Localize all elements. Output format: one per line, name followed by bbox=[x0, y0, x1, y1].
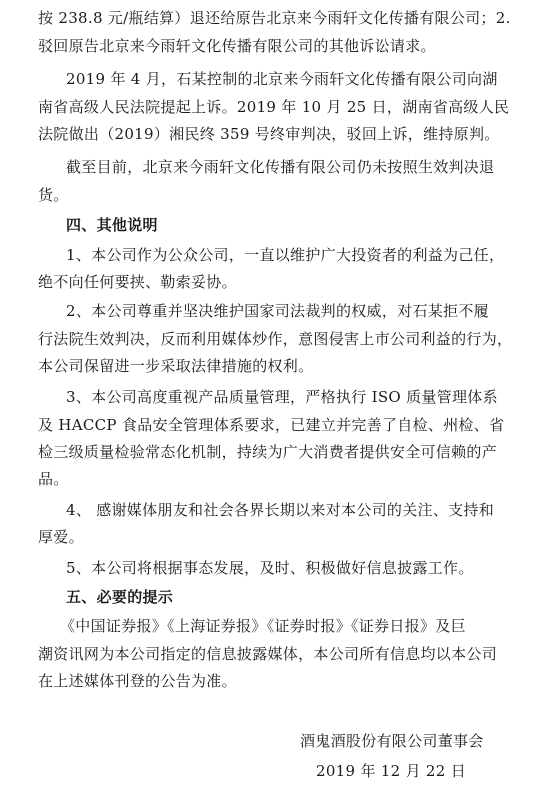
signature-date: 2019 年 12 月 22 日 bbox=[316, 762, 466, 780]
paragraph-line: 2019 年 4 月，石某控制的北京来今雨轩文化传播有限公司向湖 bbox=[66, 70, 498, 88]
paragraph-line: 4、 感谢媒体朋友和社会各界长期以来对本公司的关注、支持和 bbox=[66, 501, 495, 519]
section-heading-4: 四、其他说明 bbox=[66, 216, 158, 234]
paragraph-line: 行法院生效判决，反而利用媒体炒作，意图侵害上市公司利益的行为， bbox=[38, 330, 513, 348]
paragraph-line: 法院做出（2019）湘民终 359 号终审判决，驳回上诉，维持原判。 bbox=[38, 125, 500, 143]
paragraph-line: 绝不向任何要挟、勒索妥协。 bbox=[38, 273, 237, 291]
paragraph-line: 《中国证券报》《上海证券报》《证券时报》《证券日报》及巨 bbox=[60, 617, 466, 635]
paragraph-line: 品。 bbox=[38, 470, 69, 488]
paragraph-line: 在上述媒体刊登的公告为准。 bbox=[38, 672, 237, 690]
paragraph-line: 南省高级人民法院提起上诉。2019 年 10 月 25 日，湖南省高级人民 bbox=[38, 98, 510, 116]
paragraph-line: 检三级质量检验常态化机制，持续为广大消费者提供安全可信赖的产 bbox=[38, 443, 498, 461]
paragraph-line: 驳回原告北京来今雨轩文化传播有限公司的其他诉讼请求。 bbox=[38, 37, 436, 55]
paragraph-line: 厚爱。 bbox=[38, 528, 84, 546]
paragraph-line: 及 HACCP 食品安全管理体系要求，已建立并完善了自检、州检、省 bbox=[38, 416, 505, 434]
paragraph-line: 潮资讯网为本公司指定的信息披露媒体，本公司所有信息均以本公司 bbox=[38, 645, 498, 663]
paragraph-line: 货。 bbox=[38, 186, 69, 204]
signature-company: 酒鬼酒股份有限公司董事会 bbox=[300, 732, 484, 750]
paragraph-line: 按 238.8 元/瓶结算）退还给原告北京来今雨轩文化传播有限公司；2. bbox=[38, 9, 511, 27]
paragraph-line: 本公司保留进一步采取法律措施的权利。 bbox=[38, 357, 314, 375]
paragraph-line: 1、本公司作为公众公司，一直以维护广大投资者的利益为己任， bbox=[66, 246, 505, 264]
section-heading-5: 五、必要的提示 bbox=[66, 588, 174, 606]
paragraph-line: 5、本公司将根据事态发展，及时、积极做好信息披露工作。 bbox=[66, 559, 474, 577]
paragraph-line: 2、本公司尊重并坚决维护国家司法裁判的权威，对石某拒不履 bbox=[66, 302, 489, 320]
paragraph-line: 3、本公司高度重视产品质量管理，严格执行 ISO 质量管理体系 bbox=[66, 388, 498, 406]
paragraph-line: 截至目前，北京来今雨轩文化传播有限公司仍未按照生效判决退 bbox=[66, 158, 495, 176]
